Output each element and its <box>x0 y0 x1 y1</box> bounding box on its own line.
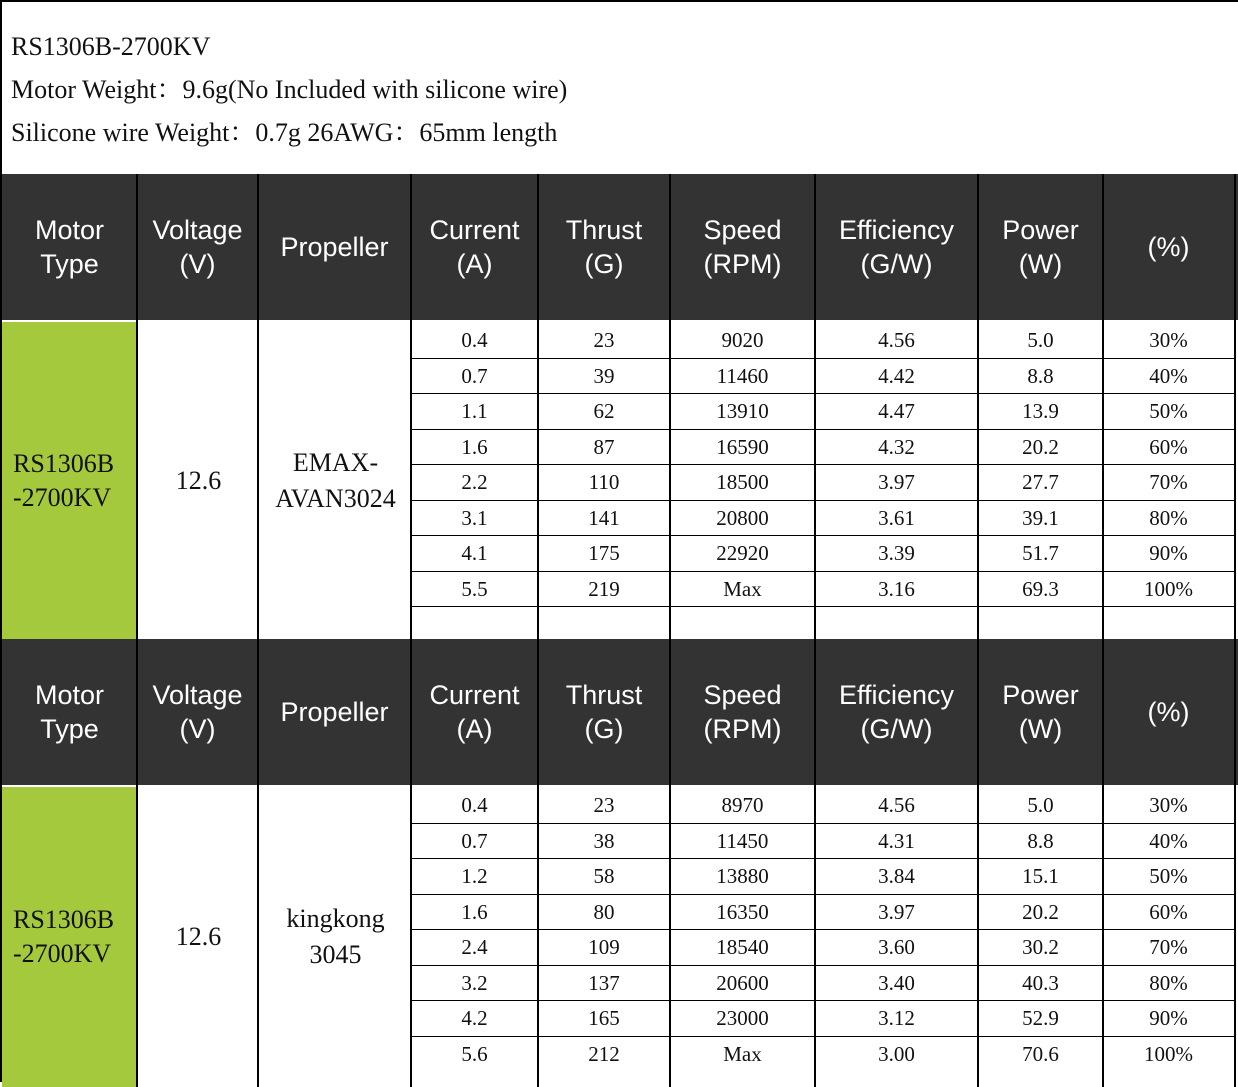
cell-current: 3.1 <box>461 505 488 530</box>
cell-speed: 11460 <box>716 363 769 388</box>
cell-current: 0.7 <box>461 828 488 853</box>
column-divider <box>257 174 259 640</box>
cell-efficiency: 3.61 <box>878 505 915 530</box>
cell-thrust: 175 <box>588 540 620 565</box>
cell-efficiency: 3.97 <box>878 469 915 494</box>
header-cell: Power (W) <box>1002 215 1079 279</box>
cell-speed: 11450 <box>716 828 769 853</box>
cell-thrust: 62 <box>593 398 615 423</box>
cell-current: 1.6 <box>461 434 488 459</box>
cell-current: 0.7 <box>461 363 488 388</box>
header-cell: Propeller <box>280 697 389 727</box>
cell-power: 15.1 <box>1022 863 1059 888</box>
cell-thrust: 219 <box>588 576 620 601</box>
cell-percent: 30% <box>1149 792 1188 817</box>
test-table-2 <box>2 639 1238 1087</box>
cell-power: 52.9 <box>1022 1005 1059 1030</box>
header-cell: Current (A) <box>429 680 520 744</box>
column-divider <box>257 639 259 1087</box>
propeller-cell: kingkong 3045 <box>286 904 385 969</box>
cell-efficiency: 4.56 <box>878 792 915 817</box>
cell-thrust: 87 <box>593 434 615 459</box>
cell-speed <box>670 606 815 642</box>
cell-speed: 9020 <box>721 327 764 352</box>
cell-power: 30.2 <box>1022 934 1059 959</box>
cell-efficiency <box>815 606 978 642</box>
propeller-cell: EMAX- AVAN3024 <box>275 448 396 513</box>
cell-power: 20.2 <box>1022 434 1059 459</box>
column-divider <box>136 639 138 1087</box>
cell-speed: 23000 <box>716 1005 769 1030</box>
cell-speed: 20600 <box>716 970 769 995</box>
header-cell: Propeller <box>280 232 389 262</box>
header-cell: Speed (RPM) <box>703 215 782 279</box>
cell-efficiency: 4.32 <box>878 434 915 459</box>
cell-current: 4.1 <box>461 540 488 565</box>
cell-percent: 50% <box>1149 398 1188 423</box>
cell-current: 1.6 <box>461 899 488 924</box>
cell-efficiency: 4.47 <box>878 398 915 423</box>
cell-current: 3.2 <box>461 970 488 995</box>
header-cell: Efficiency (G/W) <box>838 215 955 279</box>
cell-efficiency: 3.40 <box>878 970 915 995</box>
cell-power: 8.8 <box>1027 828 1054 853</box>
cell-current: 4.2 <box>461 1005 488 1030</box>
header-cell: Thrust (G) <box>565 680 643 744</box>
cell-percent: 60% <box>1149 434 1188 459</box>
cell-current: 5.5 <box>461 576 488 601</box>
cell-power <box>978 606 1103 642</box>
cell-percent: 30% <box>1149 327 1188 352</box>
cell-power: 70.6 <box>1022 1041 1059 1066</box>
voltage-cell: 12.6 <box>175 922 222 951</box>
header-cell: Voltage (V) <box>152 215 243 279</box>
cell-power: 39.1 <box>1022 505 1059 530</box>
header-cell: Motor Type <box>34 215 105 279</box>
cell-efficiency: 4.56 <box>878 327 915 352</box>
cell-speed: 18500 <box>716 469 769 494</box>
cell-speed: 16350 <box>716 899 769 924</box>
cell-thrust: 137 <box>588 970 620 995</box>
cell-current: 1.2 <box>461 863 488 888</box>
header-cell: Current (A) <box>429 215 520 279</box>
cell-efficiency: 3.60 <box>878 934 915 959</box>
cell-current: 0.4 <box>461 327 488 352</box>
motor-type-cell: RS1306B -2700KV <box>2 322 137 640</box>
cell-power: 13.9 <box>1022 398 1059 423</box>
table-header <box>2 639 1238 785</box>
cell-percent: 70% <box>1149 469 1188 494</box>
header-cell: Efficiency (G/W) <box>838 680 955 744</box>
cell-speed: 20800 <box>716 505 769 530</box>
voltage-cell: 12.6 <box>175 466 222 495</box>
cell-percent: 100% <box>1144 576 1193 601</box>
cell-speed: 13880 <box>716 863 769 888</box>
cell-percent <box>1103 606 1234 642</box>
header-cell: Power (W) <box>1002 680 1079 744</box>
cell-percent: 60% <box>1149 899 1188 924</box>
cell-power: 27.7 <box>1022 469 1059 494</box>
cell-power: 51.7 <box>1022 540 1059 565</box>
motor-info <box>11 32 567 161</box>
cell-power: 5.0 <box>1027 327 1054 352</box>
test-table-1 <box>2 174 1238 640</box>
cell-thrust: 80 <box>593 899 615 924</box>
header-cell: Speed (RPM) <box>703 680 782 744</box>
cell-speed: 18540 <box>716 934 769 959</box>
cell-thrust: 23 <box>593 327 615 352</box>
cell-percent: 90% <box>1149 1005 1188 1030</box>
header-cell: (%) <box>1147 697 1190 727</box>
cell-current <box>411 606 538 642</box>
cell-percent: 100% <box>1144 1041 1193 1066</box>
cell-speed: 13910 <box>716 398 769 423</box>
cell-current: 2.2 <box>461 469 488 494</box>
cell-efficiency: 3.00 <box>878 1041 915 1066</box>
cell-current: 1.1 <box>461 398 488 423</box>
cell-efficiency: 3.84 <box>878 863 915 888</box>
cell-speed: Max <box>723 1041 762 1066</box>
column-divider <box>1234 639 1236 1087</box>
cell-power: 5.0 <box>1027 792 1054 817</box>
cell-percent: 50% <box>1149 863 1188 888</box>
cell-power: 8.8 <box>1027 363 1054 388</box>
cell-speed: 22920 <box>716 540 769 565</box>
model-name: RS1306B-2700KV <box>11 32 211 61</box>
cell-efficiency: 3.16 <box>878 576 915 601</box>
cell-current: 5.6 <box>461 1041 488 1066</box>
cell-efficiency: 3.39 <box>878 540 915 565</box>
motor-type-cell: RS1306B -2700KV <box>2 787 137 1087</box>
cell-power: 69.3 <box>1022 576 1059 601</box>
cell-efficiency: 3.12 <box>878 1005 915 1030</box>
header-cell: Thrust (G) <box>565 215 643 279</box>
motor-weight: Motor Weight：9.6g(No Included with silicone wire) <box>11 75 568 104</box>
cell-efficiency: 4.31 <box>878 828 915 853</box>
cell-efficiency: 3.97 <box>878 899 915 924</box>
header-cell: Motor Type <box>34 680 105 744</box>
header-cell: Voltage (V) <box>152 680 243 744</box>
cell-percent: 40% <box>1149 363 1188 388</box>
column-divider <box>136 174 138 640</box>
cell-thrust: 39 <box>593 363 615 388</box>
cell-speed: Max <box>723 576 762 601</box>
cell-power: 20.2 <box>1022 899 1059 924</box>
cell-thrust: 212 <box>588 1041 620 1066</box>
header-cell: (%) <box>1147 232 1190 262</box>
cell-current: 0.4 <box>461 792 488 817</box>
cell-speed: 8970 <box>721 792 764 817</box>
cell-speed: 16590 <box>716 434 769 459</box>
cell-percent: 90% <box>1149 540 1188 565</box>
cell-thrust: 110 <box>588 469 620 494</box>
cell-percent: 40% <box>1149 828 1188 853</box>
table-header <box>2 174 1238 320</box>
cell-thrust: 109 <box>588 934 620 959</box>
cell-current: 2.4 <box>461 934 488 959</box>
cell-thrust: 23 <box>593 792 615 817</box>
cell-thrust: 165 <box>588 1005 620 1030</box>
cell-percent: 80% <box>1149 970 1188 995</box>
cell-power: 40.3 <box>1022 970 1059 995</box>
cell-percent: 80% <box>1149 505 1188 530</box>
cell-thrust: 58 <box>593 863 615 888</box>
cell-thrust <box>538 606 670 642</box>
cell-efficiency: 4.42 <box>878 363 915 388</box>
cell-thrust: 141 <box>588 505 620 530</box>
wire-weight: Silicone wire Weight：0.7g 26AWG：65mm length <box>11 118 558 147</box>
cell-thrust: 38 <box>593 828 615 853</box>
cell-percent: 70% <box>1149 934 1188 959</box>
